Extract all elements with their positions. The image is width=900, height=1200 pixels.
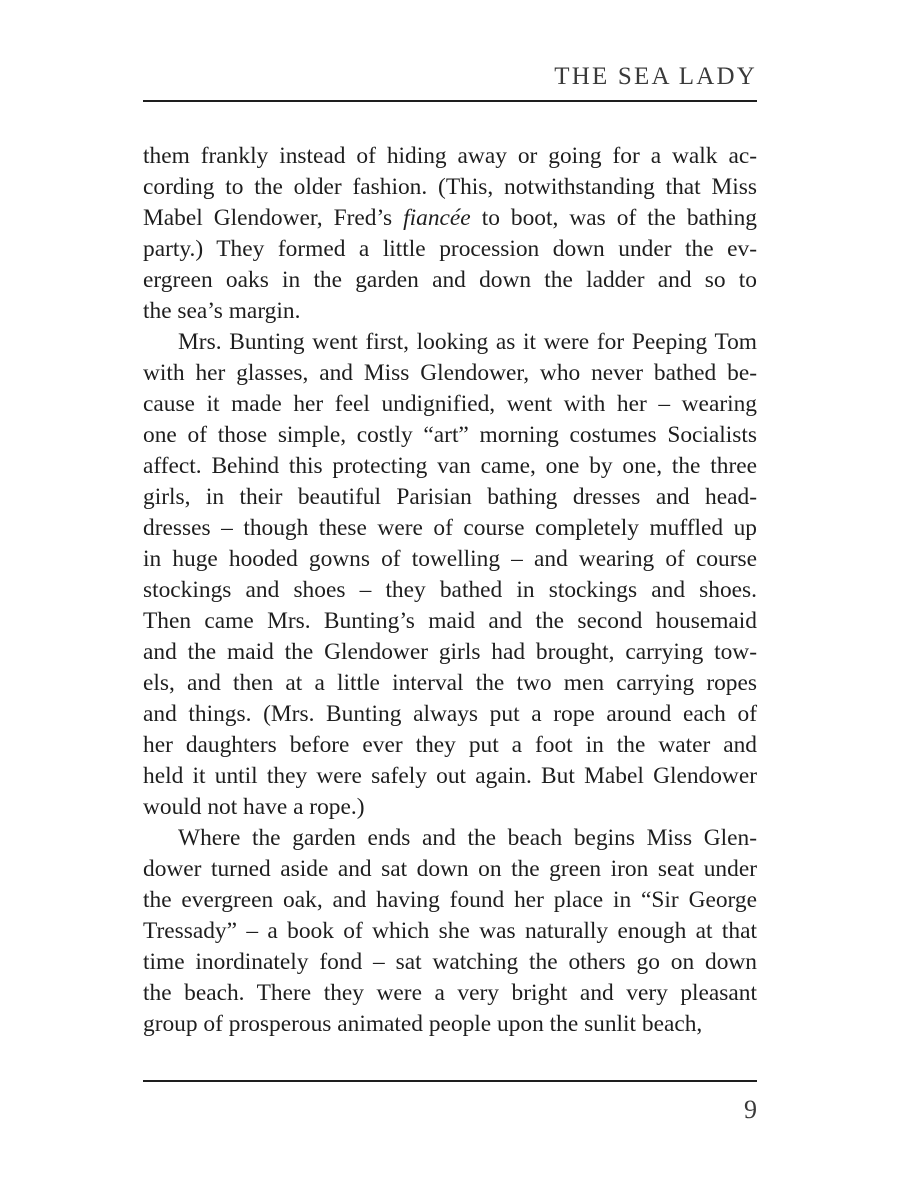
- text-line: would not have a rope.): [143, 794, 365, 820]
- text-line: in huge hooded gowns of towelling – and wearing of course: [143, 546, 757, 572]
- text-line: girls, in their beautiful Parisian bathing dresses and head-: [143, 484, 757, 510]
- paragraph: [143, 823, 757, 1040]
- text-line: ergreen oaks in the garden and down the ladder and so to: [143, 267, 757, 293]
- text-line: Tressady” – a book of which she was naturally enough at that: [143, 918, 757, 944]
- text-line: party.) They formed a little procession down under the ev-: [143, 236, 757, 262]
- text-line: cause it made her feel undignified, went with her – wearing: [143, 391, 757, 417]
- text-line: one of those simple, costly “art” morning costumes Socialists: [143, 422, 757, 448]
- footer-rule: [143, 1080, 757, 1082]
- text-line: dower turned aside and sat down on the green iron seat under: [143, 856, 757, 882]
- text-line: time inordinately fond – sat watching the others go on down: [143, 949, 757, 975]
- text-line: the beach. There they were a very bright and very pleasant: [143, 980, 757, 1006]
- text-line: group of prosperous animated people upon the sunlit beach,: [143, 1011, 703, 1037]
- text-line: and the maid the Glendower girls had brought, carrying tow-: [143, 639, 757, 665]
- running-head: THE SEA LADY: [554, 63, 757, 90]
- text-line: her daughters before ever they put a foot in the water and: [143, 732, 757, 758]
- text-line: the sea’s margin.: [143, 298, 301, 324]
- text-line: affect. Behind this protecting van came, one by one, the three: [143, 453, 757, 479]
- text-line: the evergreen oak, and having found her place in “Sir George: [143, 887, 757, 913]
- text-line: Mrs. Bunting went first, looking as it were for Peeping Tom: [178, 329, 757, 355]
- text-line: held it until they were safely out again. But Mabel Glendower: [143, 763, 757, 789]
- body-text: [143, 141, 757, 1040]
- text-line: els, and then at a little interval the two men carrying ropes: [143, 670, 757, 696]
- text-line: Where the garden ends and the beach begins Miss Glen-: [178, 825, 757, 851]
- text-line: with her glasses, and Miss Glendower, who never bathed be-: [143, 360, 757, 386]
- text-line: and things. (Mrs. Bunting always put a rope around each of: [143, 701, 757, 727]
- page-number: 9: [744, 1095, 757, 1124]
- text-line: Mabel Glendower, Fred’s fiancée to boot, was of the bathing: [143, 205, 758, 231]
- text-line: them frankly instead of hiding away or going for a walk ac-: [143, 143, 757, 169]
- text-line: Then came Mrs. Bunting’s maid and the second housemaid: [143, 608, 757, 634]
- text-line: dresses – though these were of course completely muffled up: [143, 515, 757, 541]
- text-line: cording to the older fashion. (This, notwithstanding that Miss: [143, 174, 757, 200]
- header-rule: [143, 100, 757, 102]
- paragraph: [143, 141, 757, 327]
- paragraph: [143, 327, 757, 823]
- text-line: stockings and shoes – they bathed in stockings and shoes.: [143, 577, 757, 603]
